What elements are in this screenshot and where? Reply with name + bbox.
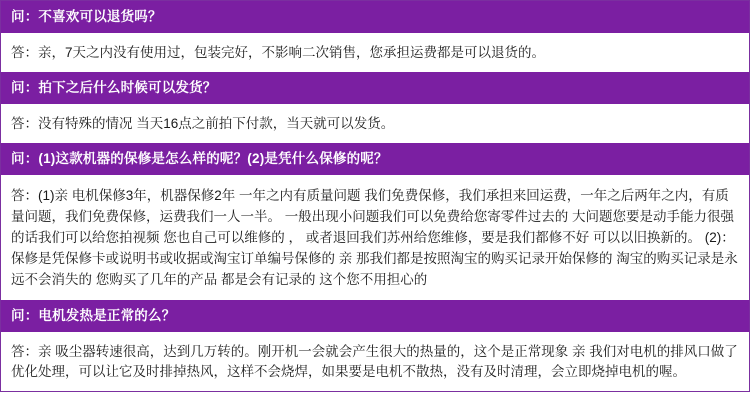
faq-item (1, 143, 749, 300)
faq-answer: 答：亲 吸尘器转速很高，达到几万转的。刚开机一会就会产生很大的热量的，这个是正常现象 亲 我们对电机的排风口做了优化处理，可以让它及时排掉热风，这样不会烧焊，如果要是电机不散热，没有及时清理，会立即烧掉电机的喔。 (1, 333, 749, 391)
faq-question: 问：电机发热是正常的么？ (1, 300, 749, 333)
faq-answer: 答：(1)亲 电机保修3年，机器保修2年 一年之内有质量问题 我们免费保修，我们承担来回运费，一年之后两年之内，有质量问题，我们免费保修，运费我们一人一半。 一般出现小问题我们可以免费给您寄零件过去的 大问题您要是动手能力很强的话我们可以给您拍视频 您也自己可以维修的 ， 或者退回我们苏州给您维修，要是我们都修不好 可以以旧换新的。 (2)：保修是凭保修卡或说明书或收据或淘宝订单编号保修的 亲 那我们都是按照淘宝的购买记录开始保修的 淘宝的购买记录是永远不会消失的 您购买了几年的产品 都是会有记录的 这个您不用担心的 (1, 176, 749, 300)
faq-item (1, 72, 749, 143)
faq-answer: 答：亲，7天之内没有使用过，包装完好，不影响二次销售，您承担运费都是可以退货的。 (1, 34, 749, 72)
faq-answer: 答：没有特殊的情况 当天16点之前拍下付款，当天就可以发货。 (1, 105, 749, 143)
faq-item (1, 300, 749, 391)
faq-question: 问：(1)这款机器的保修是怎么样的呢？(2)是凭什么保修的呢？ (1, 143, 749, 176)
faq-item (1, 1, 749, 72)
faq-question: 问：拍下之后什么时候可以发货？ (1, 72, 749, 105)
faq-question: 问：不喜欢可以退货吗？ (1, 1, 749, 34)
